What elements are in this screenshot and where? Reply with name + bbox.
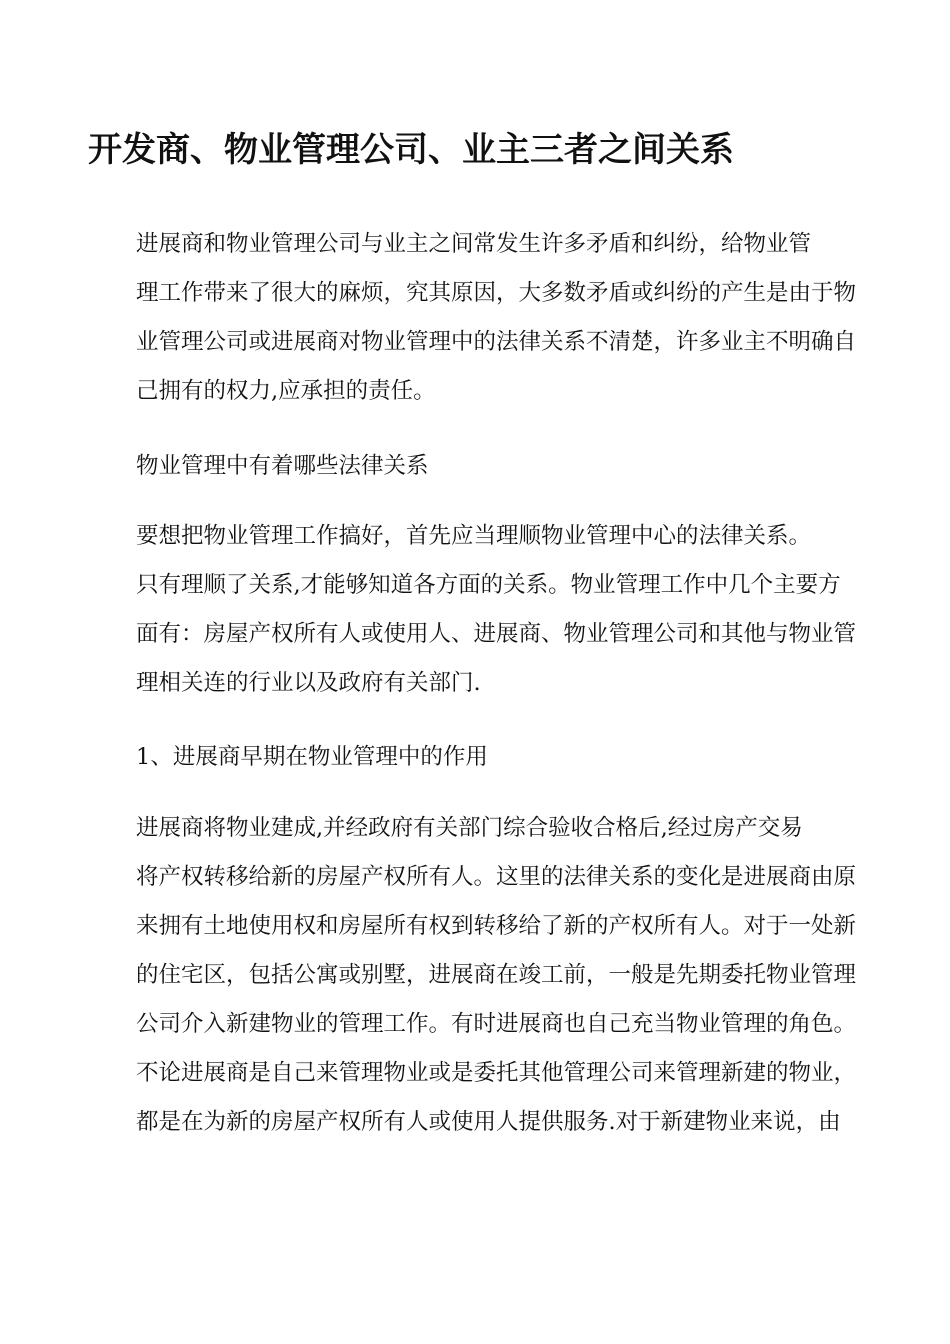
paragraph-line: 理工作带来了很大的麻烦，究其原因，大多数矛盾或纠纷的产生是由于物 (136, 280, 857, 306)
paragraph-line: 1、进展商早期在物业管理中的作用 (136, 744, 488, 770)
document-page (88, 0, 858, 1344)
paragraph-line: 都是在为新的房屋产权所有人或使用人提供服务.对于新建物业来说，由 (136, 1109, 841, 1135)
paragraph-line: 将产权转移给新的房屋产权所有人。这里的法律关系的变化是进展商由原 (136, 864, 857, 890)
document-title: 开发商、物业管理公司、业主三者之间关系 (88, 130, 734, 170)
paragraph-line: 进展商将物业建成,并经政府有关部门综合验收合格后,经过房产交易 (136, 815, 803, 841)
paragraph-line: 面有：房屋产权所有人或使用人、进展商、物业管理公司和其他与物业管 (136, 621, 857, 647)
paragraph-legal-relations (88, 512, 858, 708)
paragraph-line: 公司介入新建物业的管理工作。有时进展商也自己充当物业管理的角色。 (136, 1011, 857, 1037)
paragraph-developer-role (88, 804, 858, 1147)
paragraph-line: 进展商和物业管理公司与业主之间常发生许多矛盾和纠纷，给物业管 (136, 231, 812, 257)
section-heading-developer-role (88, 733, 858, 782)
paragraph-line: 物业管理中有着哪些法律关系 (136, 453, 429, 479)
paragraph-line: 的住宅区，包括公寓或别墅，进展商在竣工前，一般是先期委托物业管理 (136, 962, 857, 988)
paragraph-line: 不论进展商是自己来管理物业或是委托其他管理公司来管理新建的物业， (136, 1060, 857, 1086)
paragraph-line: 业管理公司或进展商对物业管理中的法律关系不清楚，许多业主不明确自 (136, 329, 857, 355)
paragraph-intro (88, 220, 858, 416)
paragraph-line: 理相关连的行业以及政府有关部门. (136, 670, 481, 696)
paragraph-line: 只有理顺了关系,才能够知道各方面的关系。物业管理工作中几个主要方 (136, 572, 841, 598)
paragraph-line: 来拥有土地使用权和房屋所有权到转移给了新的产权所有人。对于一处新 (136, 913, 857, 939)
paragraph-line: 要想把物业管理工作搞好，首先应当理顺物业管理中心的法律关系。 (136, 523, 812, 549)
section-heading-legal-relations (88, 442, 858, 491)
paragraph-line: 己拥有的权力,应承担的责任。 (136, 378, 436, 404)
